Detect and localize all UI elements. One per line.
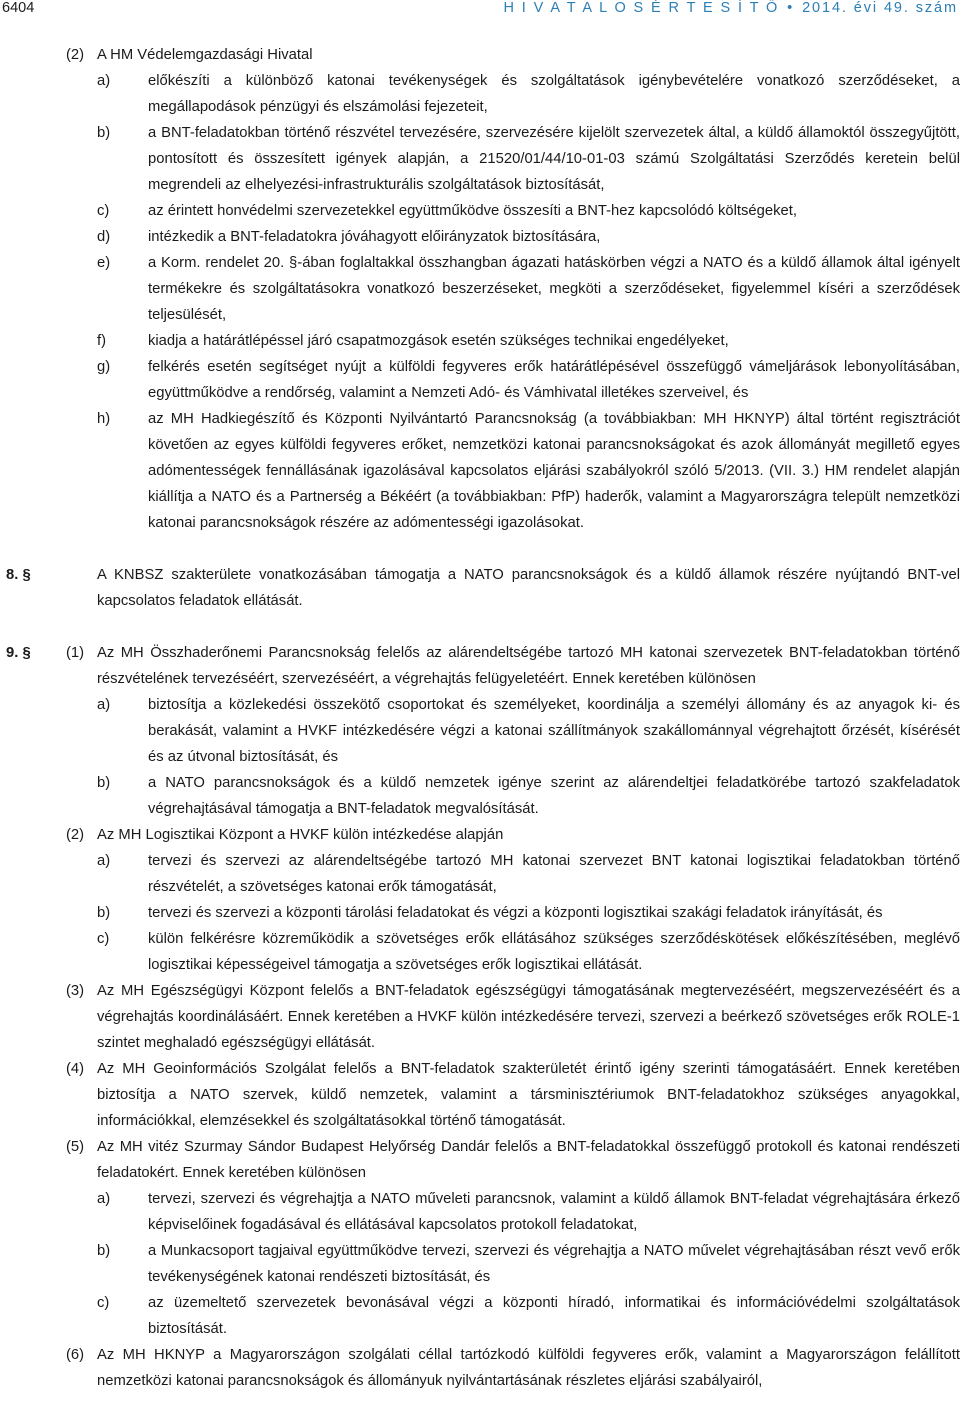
paragraph-number: (2) [66, 827, 85, 843]
paragraph-text: Az MH Geoinformációs Szolgálat felelős a BNT-feladatok szakterületét érintő igény szerinti támogatásáért. Ennek keretében biztosítja a NATO szervek, küldő nemzetek, valamint a társminisztériumok BNT-feladatokhoz szükséges anyagokkal, információkkal, elemzésekkel és szolgáltatásokkal történő támogatását. [97, 1061, 960, 1129]
paragraph-text: Az MH Logisztikai Központ a HVKF külön intézkedése alapján [97, 827, 504, 843]
item-text: külön felkérésre közreműködik a szövetséges erők ellátásához szükséges szerződéskötések előkészítésében, meglévő logisztikai képességeivel támogatja a szövetséges erők logisztikai ellátását. [148, 931, 960, 973]
item-marker: b) [97, 775, 111, 791]
item-text: a Korm. rendelet 20. §-ában foglaltakkal összhangban ágazati hatáskörben végzi a NATO és a küldő államok által igényelt termékekre és szolgáltatásokra vonatkozó beszerzéseket, megköti a szerződéseket, figyelemmel kíséri a szerződések teljesülését, [148, 255, 960, 323]
item-marker: g) [97, 359, 111, 375]
item-marker: a) [97, 73, 111, 89]
item-marker: c) [97, 1295, 110, 1311]
item-text: tervezi és szervezi az alárendeltségébe tartozó MH katonai szervezet BNT katonai logisztikai feladatokban történő részvételét, a szövetséges katonai erők támogatását, [148, 853, 960, 895]
item-text: a BNT-feladatokban történő részvétel tervezésére, szervezésére kijelölt szervezetek által, a küldő államoktól összegyűjtött, pontosított és összesített igények alapján, a 21520/01/44/10-01-03 számú Szolgáltatási Szerződés keretein belül megrendeli az elhelyezési-infrastrukturális szolgáltatások biztosítását, [148, 125, 960, 193]
item-text: tervezi, szervezi és végrehajtja a NATO műveleti parancsnok, valamint a küldő államok BNT-feladat végrehajtására érkező képviselőinek fogadásával és ellátásával kapcsolatos protokoll feladatokat, [148, 1191, 960, 1233]
item-marker: h) [97, 411, 111, 427]
paragraph-2-heading [0, 42, 960, 68]
list-item [0, 250, 960, 328]
list-item [0, 224, 960, 250]
paragraph-number: (4) [66, 1061, 85, 1077]
list-item [0, 68, 960, 120]
list-item [0, 354, 960, 406]
journal-header [503, 0, 958, 16]
issue-number: 2014. évi 49. szám [802, 0, 958, 16]
list-item [0, 900, 960, 926]
item-marker: b) [97, 1243, 111, 1259]
section-number: 9. § [6, 645, 31, 661]
section-number: 8. § [6, 567, 31, 583]
section-text: A KNBSZ szakterülete vonatkozásában támogatja a NATO parancsnokságok és a küldő államok részére nyújtandó BNT-vel kapcsolatos feladatok ellátását. [97, 567, 960, 609]
list-item [0, 1238, 960, 1290]
list-item [0, 848, 960, 900]
item-marker: a) [97, 853, 111, 869]
list-item [0, 1186, 960, 1238]
item-text: az üzemeltető szervezetek bevonásával végzi a központi híradó, informatikai és információvédelmi szolgáltatások biztosítását. [148, 1295, 960, 1337]
paragraph-9-5 [0, 1134, 960, 1186]
list-item [0, 120, 960, 198]
paragraph-9-6 [0, 1342, 960, 1394]
item-text: előkészíti a különböző katonai tevékenységek és szolgáltatások igénybevételére vonatkozó szerződéseket, a megállapodások pénzügyi és elszámolási fejezeteit, [148, 73, 960, 115]
paragraph-number: (3) [66, 983, 85, 999]
item-marker: b) [97, 905, 111, 921]
item-marker: a) [97, 1191, 111, 1207]
list-item [0, 328, 960, 354]
item-text: a NATO parancsnokságok és a küldő nemzetek igénye szerint az alárendeltjei feladatkörébe tartozó szakfeladatok végrehajtásával támogatja a BNT-feladatok megvalósítását. [148, 775, 960, 817]
paragraph-9-4 [0, 1056, 960, 1134]
item-text: felkérés esetén segítséget nyújt a külföldi fegyveres erők határátlépésével összefüggő vámeljárások lebonyolításában, együttműködve a rendőrség, valamint a Nemzeti Adó- és Vámhivatal illetékes szerveivel, és [148, 359, 960, 401]
item-text: az érintett honvédelmi szervezetekkel együttműködve összesíti a BNT-hez kapcsolódó költségeket, [148, 203, 797, 219]
page-number: 6404 [2, 0, 35, 16]
item-marker: c) [97, 203, 110, 219]
section-8 [0, 562, 960, 614]
item-text: tervezi és szervezi a központi tárolási feladatokat és végzi a központi logisztikai szakági feladatok irányítását, és [148, 905, 883, 921]
item-text: kiadja a határátlépéssel járó csapatmozgások esetén szükséges technikai engedélyeket, [148, 333, 729, 349]
journal-title: H I V A T A L O S É R T E S Í T Ő [503, 0, 780, 16]
paragraph-9-3 [0, 978, 960, 1056]
paragraph-number: (1) [66, 645, 85, 661]
item-text: biztosítja a közlekedési összekötő csoportokat és személyeket, koordinálja a személyi állomány és az anyagok ki- és berakását, valamint a HVKF intézkedésére végzi a katonai szállítmányok szakállománnyal végrehajtott őrzését, kísérését és az útvonal biztosítását, és [148, 697, 960, 765]
item-marker: e) [97, 255, 111, 271]
page-header [0, 0, 960, 20]
document-body [0, 42, 960, 1394]
item-marker: c) [97, 931, 110, 947]
paragraph-number: (6) [66, 1347, 85, 1363]
paragraph-number: (2) [66, 47, 85, 63]
paragraph-9-2 [0, 822, 960, 848]
paragraph-text: A HM Védelemgazdasági Hivatal [97, 47, 313, 63]
item-marker: f) [97, 333, 107, 349]
section-9 [0, 640, 960, 692]
item-marker: b) [97, 125, 111, 141]
item-text: a Munkacsoport tagjaival együttműködve tervezi, szervezi és végrehajtja a NATO művelet végrehajtásában részt vevő erők tevékenységének katonai rendészeti biztosítását, és [148, 1243, 960, 1285]
paragraph-text: Az MH Egészségügyi Központ felelős a BNT-feladatok egészségügyi támogatásának megtervezéséért, megszervezéséért és a végrehajtás koordinálásáért. Ennek keretében a HVKF külön intézkedésére tervezi, szervezi a beérkező szövetséges erők ROLE-1 szintet meghaladó egészségügyi ellátását. [97, 983, 960, 1051]
list-item [0, 692, 960, 770]
section-text: Az MH Összhaderőnemi Parancsnokság felelős az alárendeltségébe tartozó MH katonai szervezetek BNT-feladatokban történő részvételének tervezéséért, szervezéséért, a végrehajtás felügyeletéért. Ennek keretében különösen [97, 645, 960, 687]
header-separator: • [787, 0, 795, 16]
item-text: intézkedik a BNT-feladatokra jóváhagyott előirányzatok biztosítására, [148, 229, 601, 245]
paragraph-number: (5) [66, 1139, 85, 1155]
list-item [0, 1290, 960, 1342]
paragraph-text: Az MH vitéz Szurmay Sándor Budapest Helyőrség Dandár felelős a BNT-feladatokkal összefüggő protokoll és katonai rendészeti feladatokért. Ennek keretében különösen [97, 1139, 960, 1181]
list-item [0, 406, 960, 536]
item-text: az MH Hadkiegészítő és Központi Nyilvántartó Parancsnokság (a továbbiakban: MH HKNYP) által történt regisztrációt követően az egyes külföldi fegyveres erőket, nemzetközi katonai parancsnokságokat és azok állományát megillető egyes adómentességek fennállásának igazolásával kapcsolatos eljárási szabályokról szóló 5/2013. (VII. 3.) HM rendelet alapján kiállítja a NATO és a Partnerség a Békéért (a továbbiakban: PfP) haderők, valamint a Magyarországra települt nemzetközi katonai parancsnokságok részére az adómentességi igazolásokat. [148, 411, 960, 531]
item-marker: a) [97, 697, 111, 713]
list-item [0, 198, 960, 224]
item-marker: d) [97, 229, 111, 245]
list-item [0, 770, 960, 822]
paragraph-text: Az MH HKNYP a Magyarországon szolgálati céllal tartózkodó külföldi fegyveres erők, valamint a Magyarországon felállított nemzetközi katonai parancsnokságok és állományuk nyilvántartásának részletes eljárási szabályairól, [97, 1347, 960, 1389]
list-item [0, 926, 960, 978]
